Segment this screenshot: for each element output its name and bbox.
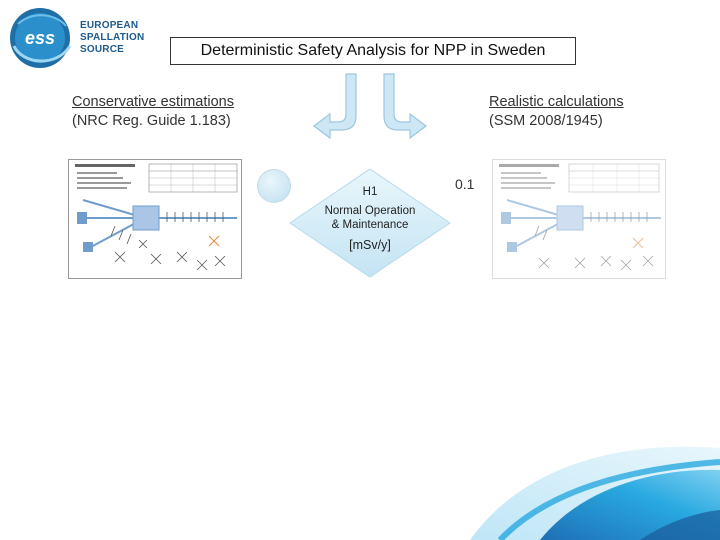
h1-line-2: & Maintenance [331, 219, 409, 231]
slide-title: Deterministic Safety Analysis for NPP in Sweden [170, 37, 576, 65]
split-arrows-icon [310, 70, 430, 140]
right-diagram-thumbnail [492, 159, 666, 279]
right-label [489, 93, 624, 131]
left-label-ref: (NRC Reg. Guide 1.183) [72, 113, 231, 129]
left-label-title: Conservative estimations [72, 94, 234, 110]
left-diagram-thumbnail [68, 159, 242, 279]
right-label-title: Realistic calculations [489, 94, 624, 110]
logo-line-1: EUROPEAN [80, 20, 139, 31]
logo-mark: ess [24, 28, 56, 48]
ess-logo [8, 6, 178, 70]
h1-category-shape [288, 167, 452, 285]
logo-line-2: SPALLATION [80, 32, 145, 43]
ess-logo-icon [8, 6, 78, 70]
h1-code: H1 [362, 186, 378, 198]
left-label [72, 93, 234, 131]
logo-line-3: SOURCE [80, 44, 124, 55]
h1-line-1: Normal Operation [324, 205, 416, 217]
logo-org-name [80, 20, 144, 56]
h1-unit: [mSv/y] [349, 238, 391, 252]
dose-value: 0.1 [455, 176, 475, 192]
circle-marker-icon [257, 169, 291, 203]
right-label-ref: (SSM 2008/1945) [489, 113, 603, 129]
